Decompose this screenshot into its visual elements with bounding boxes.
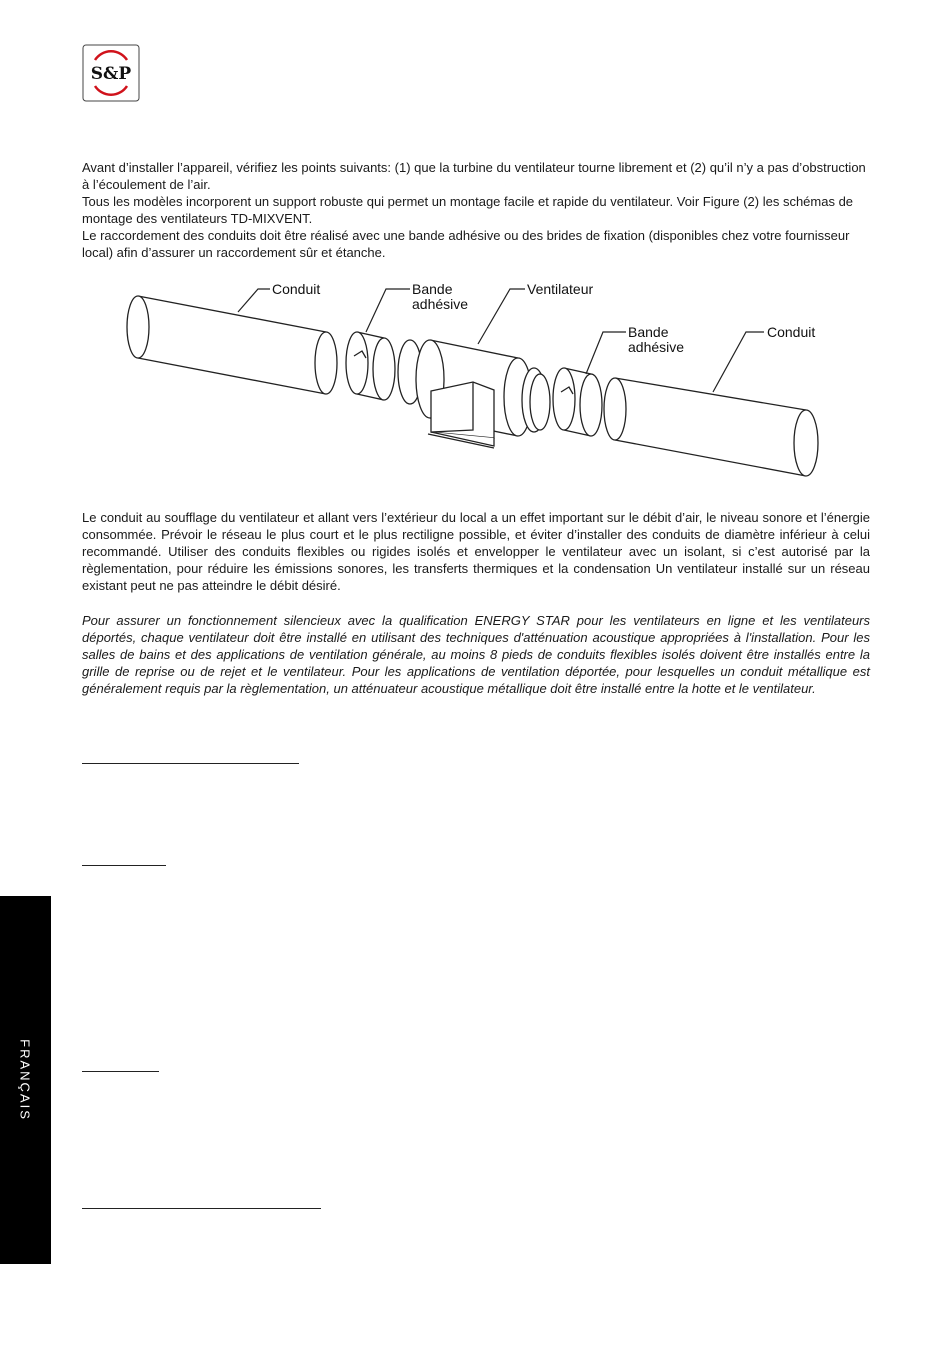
label-duct-right: Conduit [767,324,816,340]
left-duct [127,296,337,394]
intro-paragraph: Tous les modèles incorporent un support robuste qui permet un montage facile et rapide du ventilateur. Voir Figure (2) les schémas de montage des ventilateurs TD-MIXVENT. [82,194,854,226]
leader-line [586,332,626,374]
label-fan: Ventilateur [527,281,594,297]
intro-paragraph: Avant d’installer l’appareil, vérifiez les points suivants: (1) que la turbine du ventilateur tourne librement et (2) qu’il n’y a pas d’obstruction à l’écoulement de l’air. [82,160,866,192]
leader-line [366,289,410,332]
right-tape [553,368,602,436]
intro-paragraph: Le raccordement des conduits doit être réalisé avec une bande adhésive ou des brides de fixation (disponibles chez votre fournisseur local) afin d’assurer un raccordement sûr et étanche. [82,228,850,260]
fan-body [398,340,550,448]
section-rule [82,865,166,866]
label-tape-right: adhésive [628,339,685,355]
assembly-figure [118,272,838,487]
label-tape-left: adhésive [412,296,469,312]
label-tape-left: Bande [412,281,453,297]
right-duct [604,378,818,476]
section-rule [82,1208,321,1209]
label-duct-left: Conduit [272,281,321,297]
label-tape-right: Bande [628,324,669,340]
ducting-paragraph: Le conduit au soufflage du ventilateur et allant vers l’extérieur du local a un effet important sur le débit d’air, le niveau sonore et l’énergie consommée. Prévoir le réseau le plus court et le plus rectiligne possible, et éviter d’installer des conduits de diamètre inférieur à celui recommandé. Utiliser des conduits flexibles ou rigides isolés et envelopper le ventilateur avec un isolant, si c’est autorisé par la règlementation, pour réduire les émissions sonores, les transferts thermiques et la condensation Un ventilateur installé sur un réseau existant peut ne pas atteindre le débit désiré. [82,510,870,593]
leader-line [238,289,270,312]
leader-line [478,289,525,344]
intro-text [82,159,870,261]
language-label: FRANÇAIS [17,1039,33,1121]
logo-text: S&P [90,64,132,84]
leader-line [713,332,764,392]
left-tape [346,332,395,400]
section-rule [82,763,299,764]
section-rule [82,1071,159,1072]
energy-star-paragraph: Pour assurer un fonctionnement silencieux avec la qualification ENERGY STAR pour les ventilateurs en ligne et les ventilateurs déportés, chaque ventilateur doit être installé en utilisant des techniques d'atténuation acoustique appropriées à l'installation. Pour les salles de bains et des applications de ventilation générale, au moins 8 pieds de conduits flexibles isolés doivent être installés entre la grille de reprise ou de rejet et le ventilateur. Pour les applications de ventilation déportée, pour lesquelles un conduit métallique est généralement requis par la règlementation, un atténuateur acoustique métallique doit être installé entre la hotte et le ventilateur. [82,613,870,696]
brand-logo [82,44,140,102]
